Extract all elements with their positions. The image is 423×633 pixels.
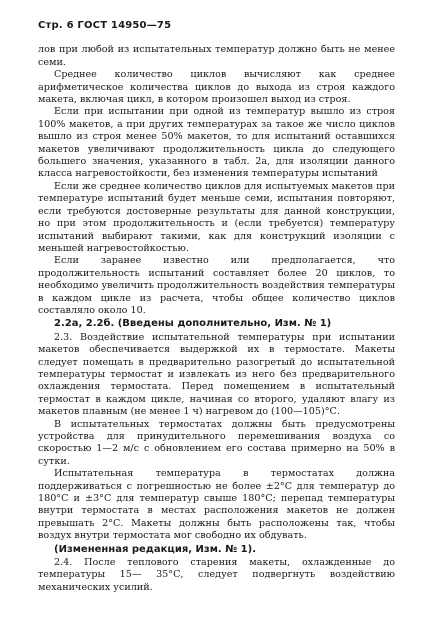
section-heading: 2.2а, 2.2б. (Введены дополнительно, Изм. № 1) <box>54 318 332 330</box>
paragraph: Если же среднее количество циклов для испытуемых макетов при температуре испытаний будет меньше семи, испытания повторяют, если требуются достоверные результаты для данной конструкции, но при этом продолжительность и (если требуется) температуру испытаний выбирают такими, как для конструкций изоляции с меньшей нагревостойкостью. <box>38 180 395 254</box>
paragraph: 2.3. Воздействие испытательной температуры при испытании макетов обеспечивается выдержкой их в термостате. Макеты следует помещать в предварительно разогретый до испытательной температуры термостат и извлекать из него без предварительного охлаждения термостата. Перед помещением в испытательный термостат в каждом цикле, начиная со второго, удаляют влагу из макетов плавным (не менее 1 ч) нагревом до (100—105)°С. <box>38 331 395 418</box>
paragraph: В испытательных термостатах должны быть предусмотрены устройства для принудительного перемешивания воздуха со скоростью 1—2 м/с с обновлением его состава примерно на 50% в сутки. <box>38 418 395 467</box>
paragraph: Среднее количество циклов вычисляют как среднее арифметическое количества циклов до выхода из строя каждого макета, включая цикл, в котором произошел выход из строя. <box>38 69 395 106</box>
paragraph: Если заранее известно или предполагается, что продолжительность испытаний составляет более 20 циклов, то необходимо увеличить продолжительность воздействия температуры в каждом цикле из расчета, чтобы общее количество циклов составляло около 10. <box>38 255 395 316</box>
paragraph: 2.4. После теплового старения макеты, охлажденные до температуры 15— 35°С, следует подвергнуть воздействию механических усилий. <box>38 557 395 593</box>
paragraph: Если при испытании при одной из температур вышло из строя 100% макетов, а при других температурах за такое же число циклов вышло из строя менее 50% макетов, то для испытаний оставшихся макетов увеличивают продолжительность цикла до следующего большего значения, указанного в табл. 2а, для изоляции данного класса нагревостойкости, без изменения температуры испытаний <box>38 106 395 180</box>
paragraph: лов при любой из испытательных температур должно быть не менее семи. <box>38 44 395 68</box>
text-block <box>38 44 395 594</box>
page-header: Стр. 6 ГОСТ 14950—75 <box>38 20 172 31</box>
paragraph: Испытательная температура в термостатах должна поддерживаться с погрешностью не более ±2°С для температур до 180°С и ±3°С для температур свыше 180°С; перепад температуры внутри термостата в местах расположения макетов не должен превышать 2°С. Макеты должны быть расположены так, чтобы воздух внутри термостата мог свободно их обдувать. <box>38 468 395 542</box>
edit-note: (Измененная редакция, Изм. № 1). <box>54 543 257 555</box>
